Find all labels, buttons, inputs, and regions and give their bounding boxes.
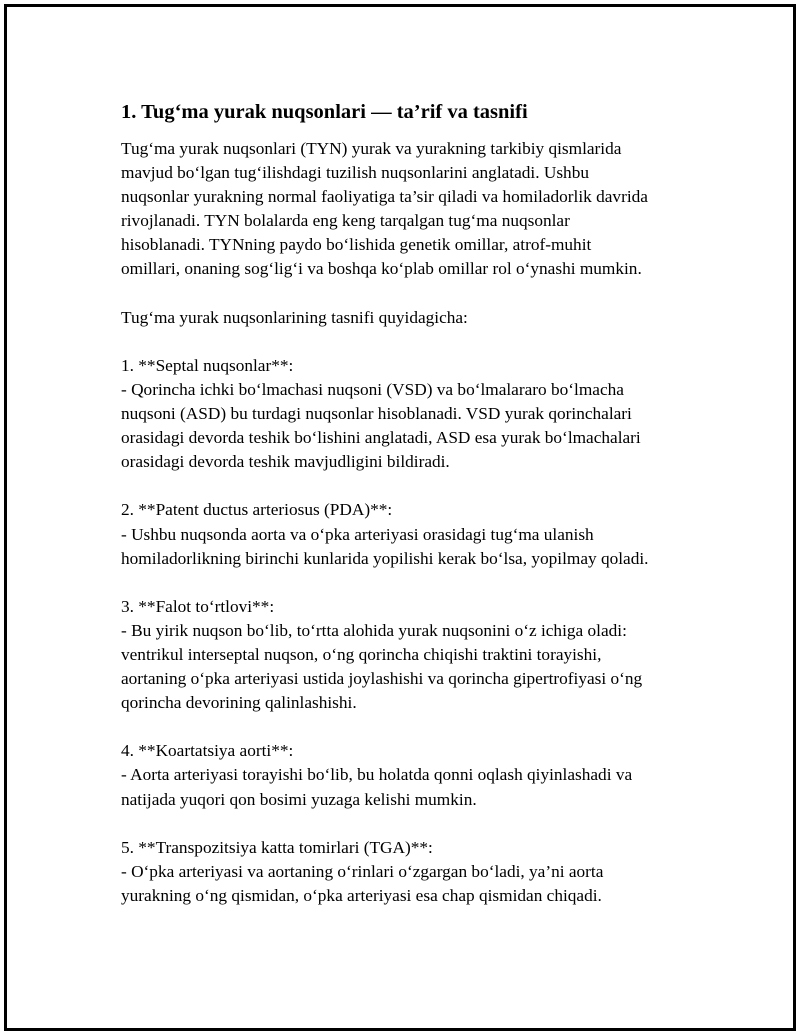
intro-paragraph: Tug‘ma yurak nuqsonlari (TYN) yurak va yurakning tarkibiy qismlarida mavjud bo‘lgan tug‘ilishdagi tuzilish nuqsonlarini anglatadi. Ushbu nuqsonlar yurakning normal faoliyatiga ta’sir qiladi va homiladorlik davrida rivojlanadi. TYN bolalarda eng keng tarqalgan tug‘ma nuqsonlar hisoblanadi. TYNning paydo bo‘lishida genetik omillar, atrof-muhit omillari, onaning sog‘lig‘i va boshqa ko‘plab omillar rol o‘ynashi mumkin.	[121, 139, 648, 279]
page-title: 1. Tug‘ma yurak nuqsonlari — ta’rif va tasnifi	[121, 101, 528, 123]
list-item-text: - Aorta arteriyasi torayishi bo‘lib, bu holatda qonni oqlash qiyinlashadi va natijada yuqori qon bosimi yuzaga kelishi mumkin.	[121, 765, 633, 809]
page-frame	[4, 4, 796, 1031]
list-item-text: - Ushbu nuqsonda aorta va o‘pka arteriyasi orasidagi tug‘ma ulanish homiladorlikning birinchi kunlarida yopilishi kerak bo‘lsa, yopilmay qoladi.	[121, 524, 649, 568]
list-item-tga	[121, 836, 701, 908]
list-item-falot	[121, 595, 701, 715]
paragraph-gap	[121, 812, 701, 836]
list-item-text: - Bu yirik nuqson bo‘lib, to‘rtta alohida yurak nuqsonini o‘z ichiga oladi: ventrikul interseptal nuqson, o‘ng qorincha chiqishi traktini torayishi, aortaning o‘pka arteriyasi ustida joylashishi va qorincha gipertrofiyasi o‘ng qorincha devorining qalinlashishi.	[121, 620, 643, 713]
paragraph-gap	[121, 571, 701, 595]
list-item-heading: 5. **Transpozitsiya katta tomirlari (TGA)**:	[121, 837, 433, 857]
list-item-septal	[121, 354, 701, 474]
classification-intro: Tug‘ma yurak nuqsonlarining tasnifi quyidagicha:	[121, 307, 468, 327]
document-body	[121, 99, 701, 908]
list-item-heading: 1. **Septal nuqsonlar**:	[121, 355, 294, 375]
list-item-heading: 3. **Falot to‘rtlovi**:	[121, 596, 275, 616]
list-item-text: - O‘pka arteriyasi va aortaning o‘rinlari o‘zgargan bo‘ladi, ya’ni aorta yurakning o‘ng qismidan, o‘pka arteriyasi esa chap qismidan chiqadi.	[121, 861, 604, 905]
paragraph-gap	[121, 715, 701, 739]
list-item-heading: 2. **Patent ductus arteriosus (PDA)**:	[121, 500, 393, 520]
paragraph-gap	[121, 282, 701, 306]
list-item-text: - Qorincha ichki bo‘lmachasi nuqsoni (VSD) va bo‘lmalararo bo‘lmacha nuqsoni (ASD) bu turdagi nuqsonlar hisoblanadi. VSD yurak qorinchalari orasidagi devorda teshik bo‘lishini anglatadi, ASD esa yurak bo‘lmachalari orasidagi devorda teshik mavjudligini bildiradi.	[121, 379, 641, 472]
paragraph-gap	[121, 474, 701, 498]
list-item-pda	[121, 498, 701, 570]
list-item-heading: 4. **Koartatsiya aorti**:	[121, 741, 294, 761]
list-item-koartatsiya	[121, 739, 701, 811]
paragraph-gap	[121, 330, 701, 354]
